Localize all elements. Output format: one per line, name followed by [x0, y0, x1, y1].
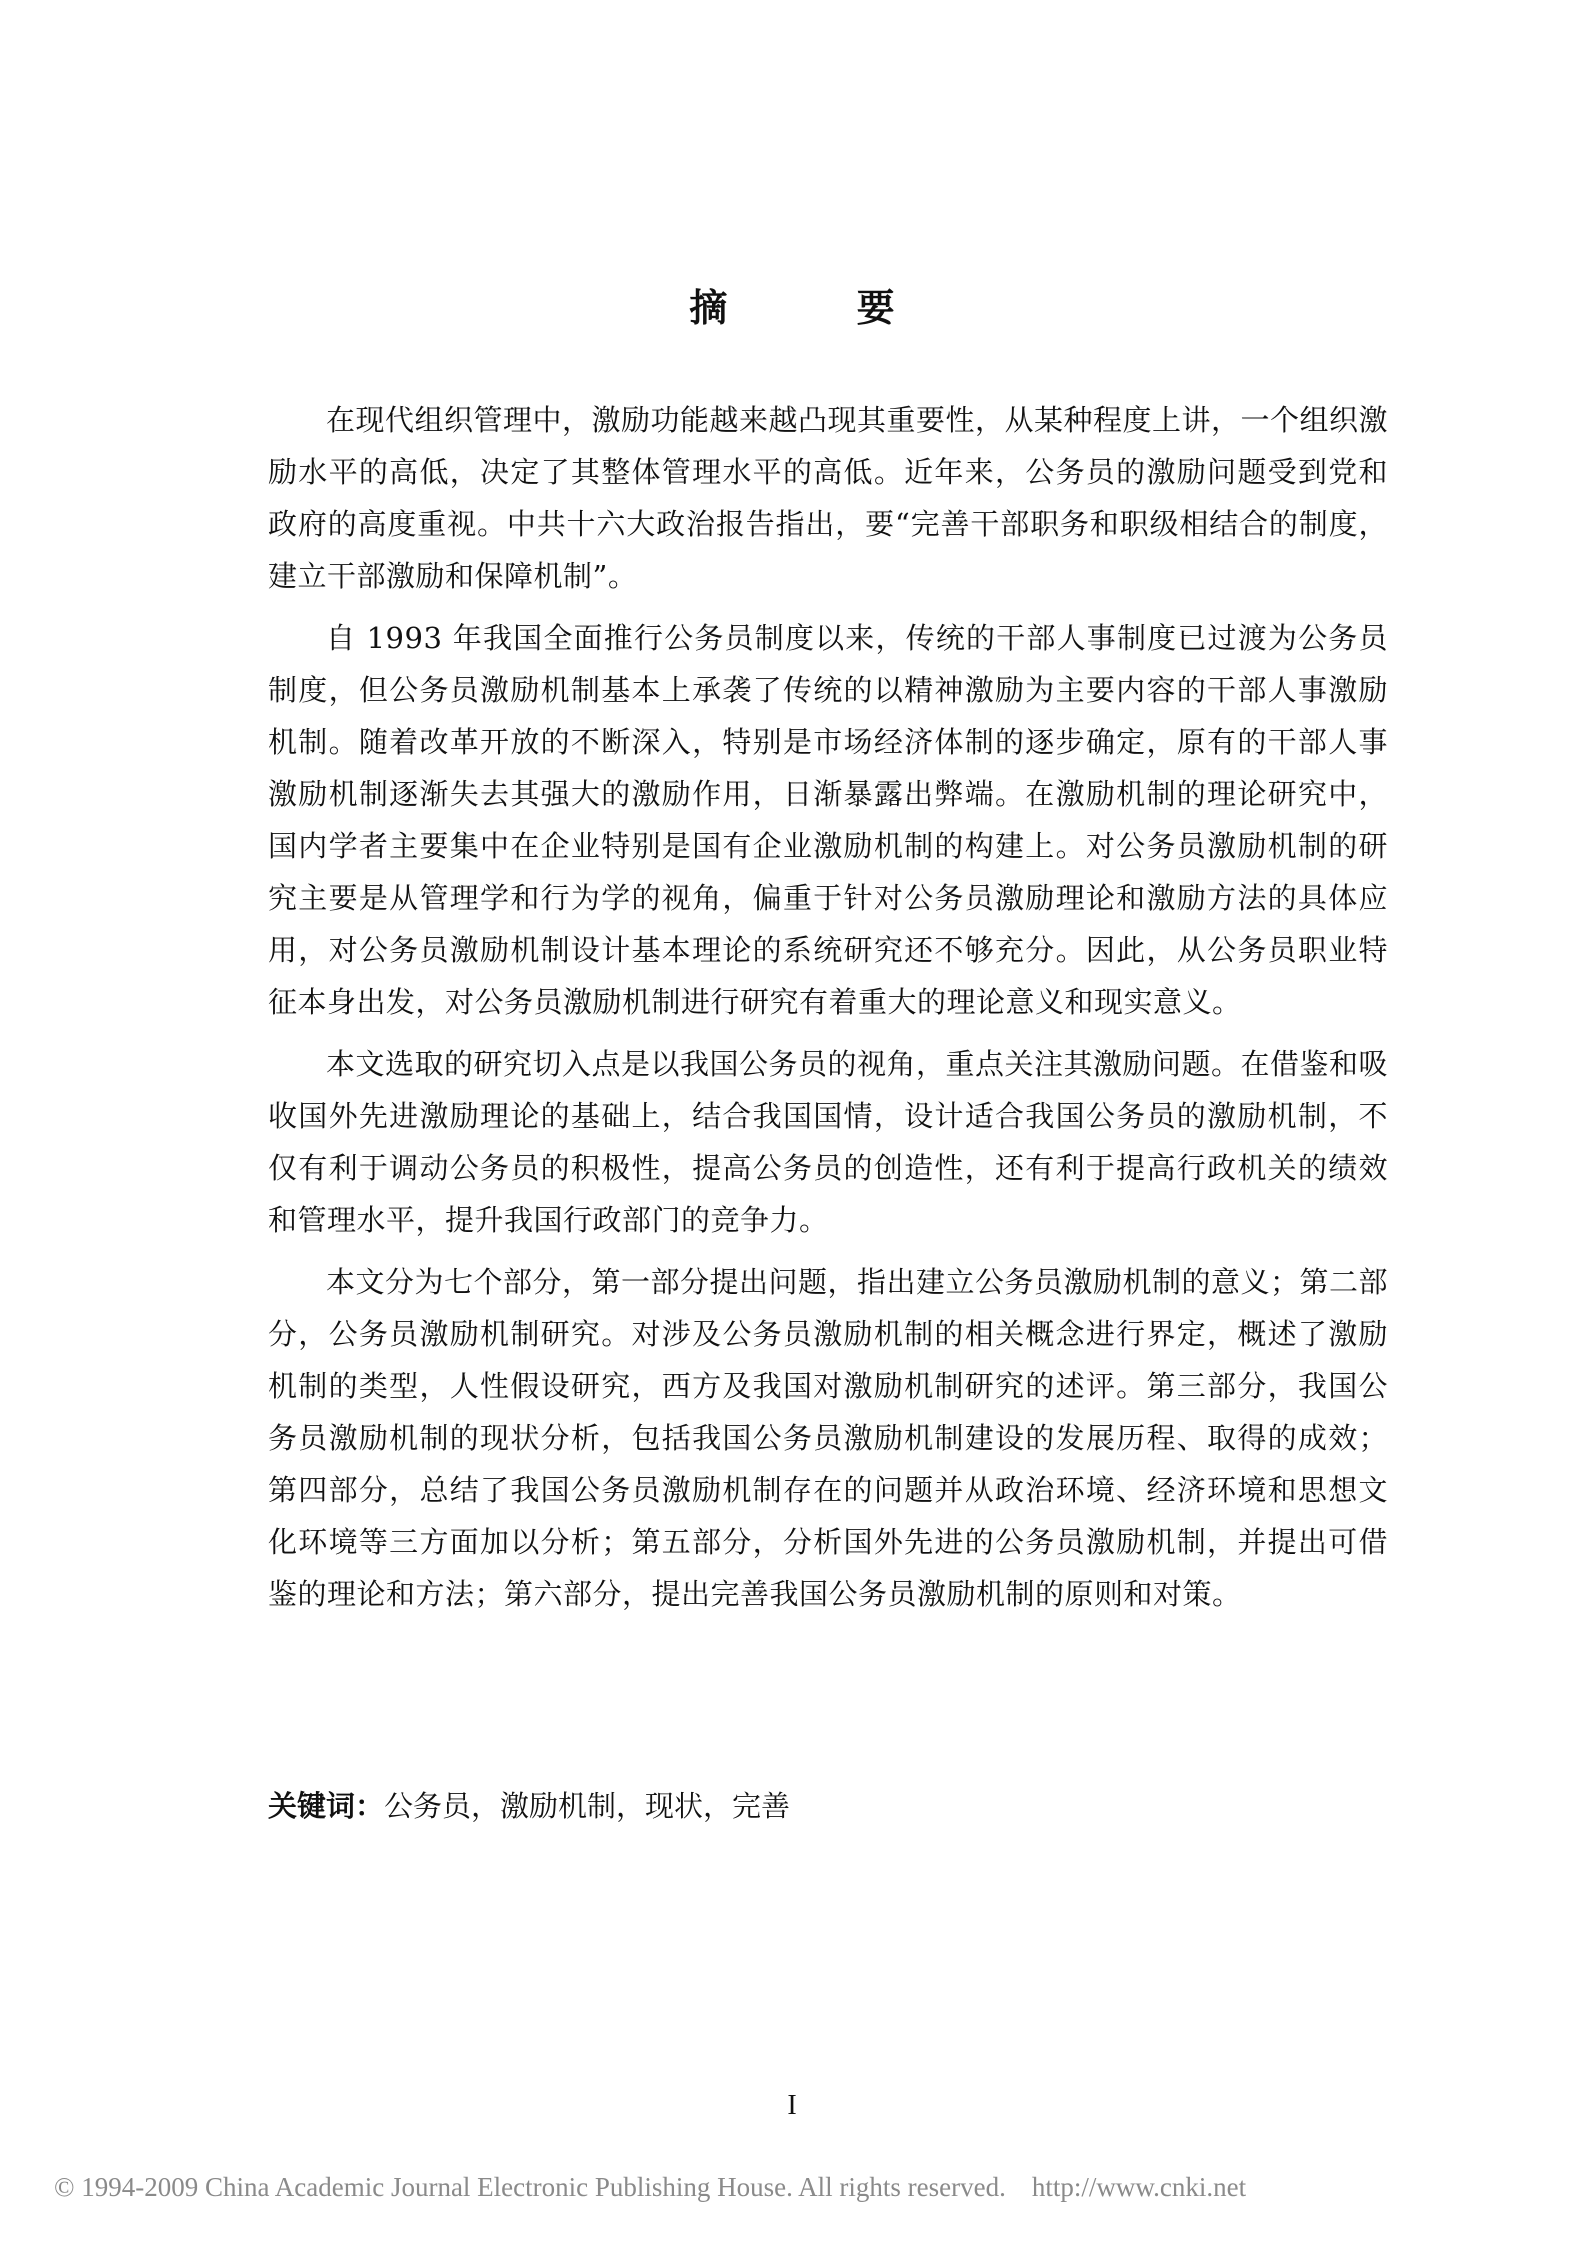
keywords-line	[268, 1780, 1388, 1832]
abstract-paragraph-2: 自 1993 年我国全面推行公务员制度以来，传统的干部人事制度已过渡为公务员制度，但公务员激励机制基本上承袭了传统的以精神激励为主要内容的干部人事激励机制。随着改革开放的不断深入，特别是市场经济体制的逐步确定，原有的干部人事激励机制逐渐失去其强大的激励作用，日渐暴露出弊端。在激励机制的理论研究中，国内学者主要集中在企业特别是国有企业激励机制的构建上。对公务员激励机制的研究主要是从管理学和行为学的视角，偏重于针对公务员激励理论和激励方法的具体应用，对公务员激励机制设计基本理论的系统研究还不够充分。因此，从公务员职业特征本身出发，对公务员激励机制进行研究有着重大的理论意义和现实意义。	[268, 621, 1388, 1019]
page-number: I	[787, 2090, 797, 2121]
abstract-title: 摘 要	[689, 286, 953, 330]
footer-url: http://www.cnki.net	[1031, 2172, 1247, 2202]
copyright-footer	[54, 2169, 1554, 2205]
copyright-text: © 1994-2009 China Academic Journal Electronic Publishing House. All rights reserved.	[54, 2172, 1006, 2202]
abstract-paragraph-4: 本文分为七个部分，第一部分提出问题，指出建立公务员激励机制的意义；第二部分，公务员激励机制研究。对涉及公务员激励机制的相关概念进行界定，概述了激励机制的类型，人性假设研究，西方及我国对激励机制研究的述评。第三部分，我国公务员激励机制的现状分析，包括我国公务员激励机制建设的发展历程、取得的成效；第四部分，总结了我国公务员激励机制存在的问题并从政治环境、经济环境和思想文化环境等三方面加以分析；第五部分，分析国外先进的公务员激励机制，并提出可借鉴的理论和方法；第六部分，提出完善我国公务员激励机制的原则和对策。	[268, 1265, 1389, 1611]
abstract-body	[268, 394, 1388, 1630]
abstract-paragraph-3: 本文选取的研究切入点是以我国公务员的视角，重点关注其激励问题。在借鉴和吸收国外先进激励理论的基础上，结合我国国情，设计适合我国公务员的激励机制，不仅有利于调动公务员的积极性，提高公务员的创造性，还有利于提高行政机关的绩效和管理水平，提升我国行政部门的竞争力。	[268, 1047, 1389, 1237]
abstract-paragraph-1: 在现代组织管理中，激励功能越来越凸现其重要性，从某种程度上讲，一个组织激励水平的高低，决定了其整体管理水平的高低。近年来，公务员的激励问题受到党和政府的高度重视。中共十六大政治报告指出，要“完善干部职务和职级相结合的制度，建立干部激励和保障机制”。	[268, 403, 1389, 593]
keywords-list: 公务员，激励机制，现状，完善	[384, 1789, 791, 1823]
keywords-label: 关键词：	[268, 1789, 385, 1823]
